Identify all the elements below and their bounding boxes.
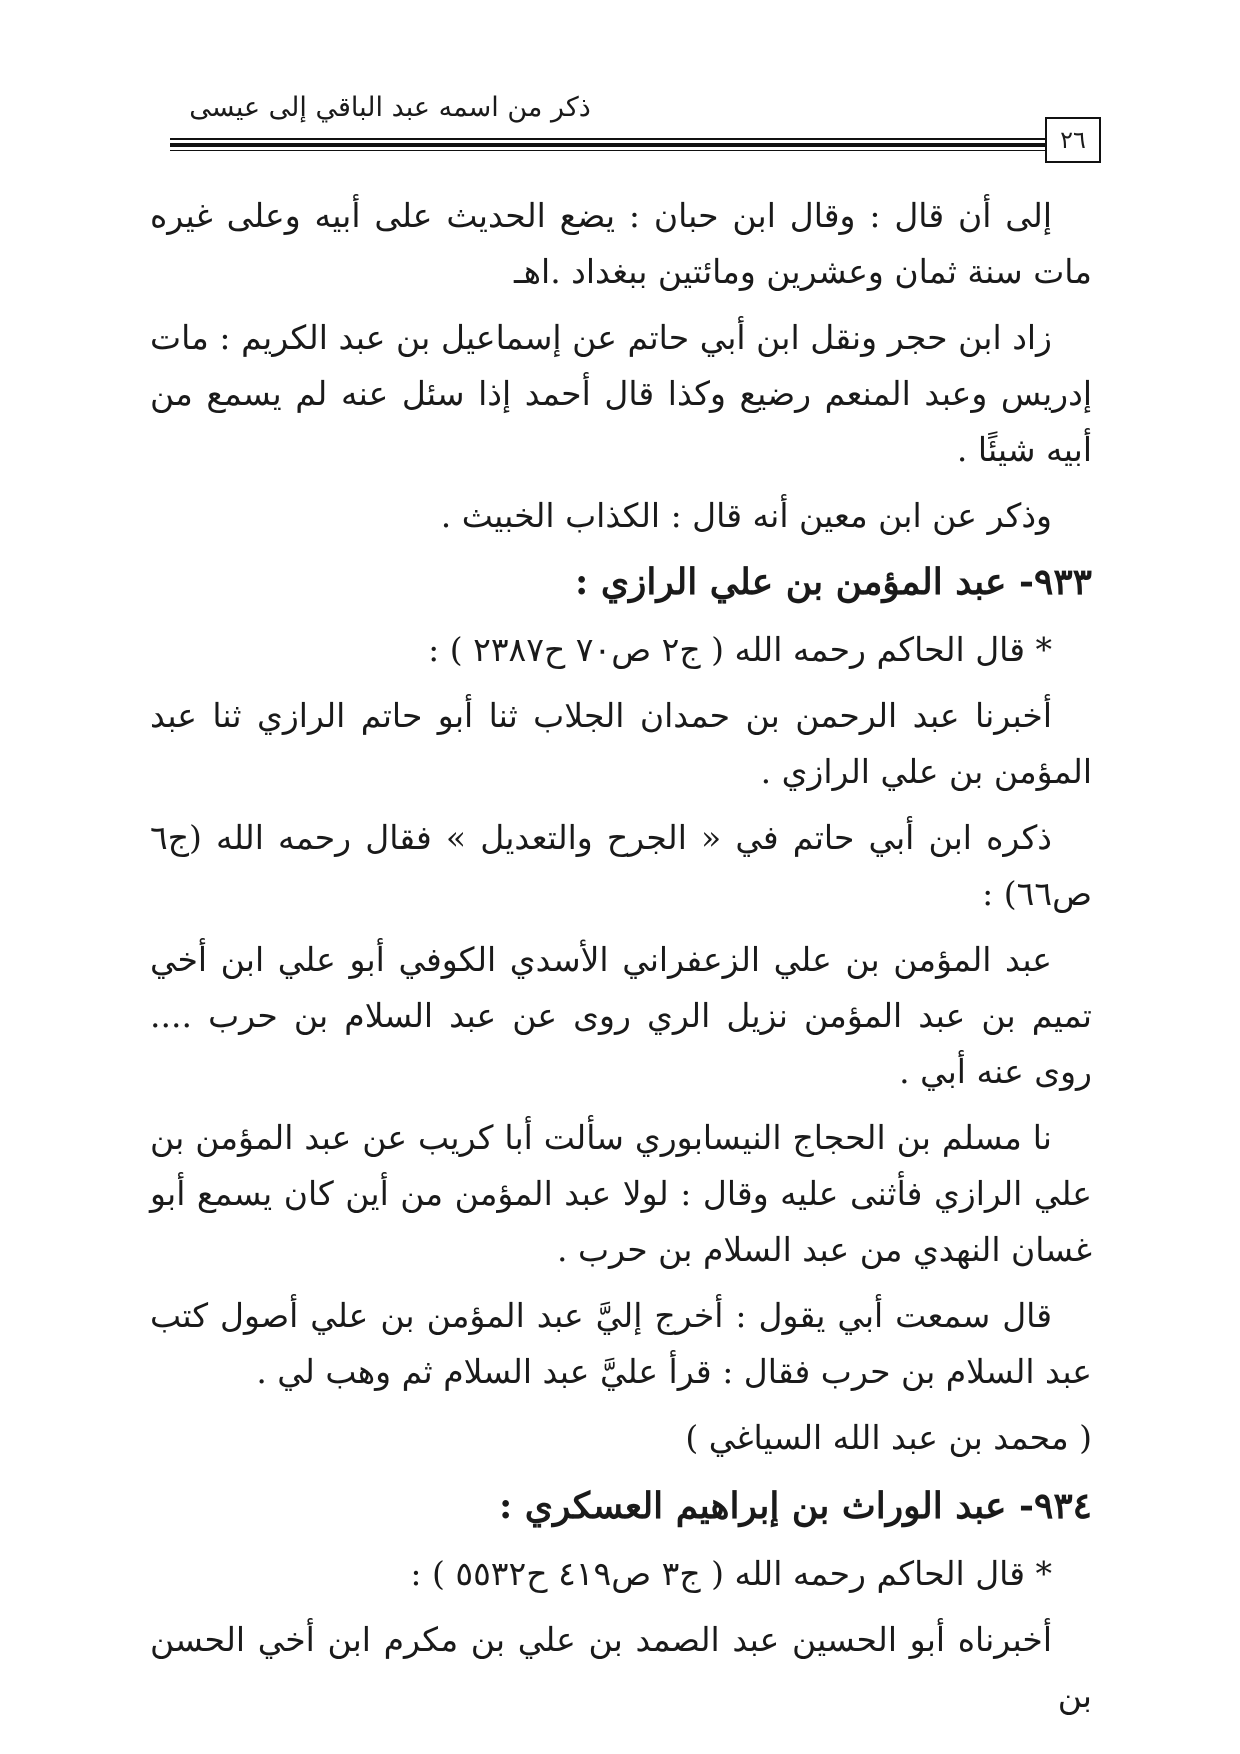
signature: ( محمد بن عبد الله السياغي ) — [685, 1418, 1092, 1457]
paragraph: زاد ابن حجر ونقل ابن أبي حاتم عن إسماعيل بن عبد الكريم : مات إدريس وعبد المنعم رضيع وكذا قال أحمد إذا سئل عنه لم يسمع من أبيه شيئًا . — [150, 318, 1092, 469]
paragraph: * قال الحاكم رحمه الله ( ج٢ ص٧٠ ح٢٣٨٧ ) : — [428, 630, 1052, 669]
paragraph: أخبرناه أبو الحسين عبد الصمد بن علي بن مكرم ابن أخي الحسن بن — [150, 1620, 1092, 1715]
body-text — [150, 188, 1092, 1728]
entry-title: ٩٣٤- عبد الوراث بن إبراهيم العسكري : — [498, 1485, 1092, 1527]
paragraph: نا مسلم بن الحجاج النيسابوري سألت أبا كريب عن عبد المؤمن بن علي الرازي فأثنى عليه وقال : لولا عبد المؤمن من أين كان يسمع أبو غسان النهدي من عبد السلام بن حرب . — [150, 1118, 1092, 1269]
paragraph: أخبرنا عبد الرحمن بن حمدان الجلاب ثنا أبو حاتم الرازي ثنا عبد المؤمن بن علي الرازي . — [150, 696, 1092, 791]
paragraph: وذكر عن ابن معين أنه قال : الكذاب الخبيث . — [440, 496, 1052, 535]
paragraph: ذكره ابن أبي حاتم في « الجرح والتعديل » فقال رحمه الله (ج٦ ص٦٦) : — [150, 818, 1092, 913]
running-header-title: ذكر من اسمه عبد الباقي إلى عيسى — [189, 92, 591, 123]
page-number: ٢٦ — [1045, 117, 1101, 163]
entry-title: ٩٣٣- عبد المؤمن بن علي الرازي : — [575, 561, 1092, 603]
paragraph: * قال الحاكم رحمه الله ( ج٣ ص٤١٩ ح٥٥٣٢ ) : — [410, 1554, 1052, 1593]
header-rule — [170, 138, 1057, 151]
paragraph: قال سمعت أبي يقول : أخرج إليَّ عبد المؤمن بن علي أصول كتب عبد السلام بن حرب فقال : قرأ عليَّ عبد السلام ثم وهب لي . — [150, 1296, 1092, 1391]
paragraph: عبد المؤمن بن علي الزعفراني الأسدي الكوفي أبو علي ابن أخي تميم بن عبد المؤمن نزيل الري روى عن عبد السلام بن حرب .... روى عنه أبي . — [150, 940, 1092, 1091]
paragraph: إلى أن قال : وقال ابن حبان : يضع الحديث على أبيه وعلى غيره مات سنة ثمان وعشرين ومائتين ببغداد .اهـ — [150, 196, 1092, 291]
